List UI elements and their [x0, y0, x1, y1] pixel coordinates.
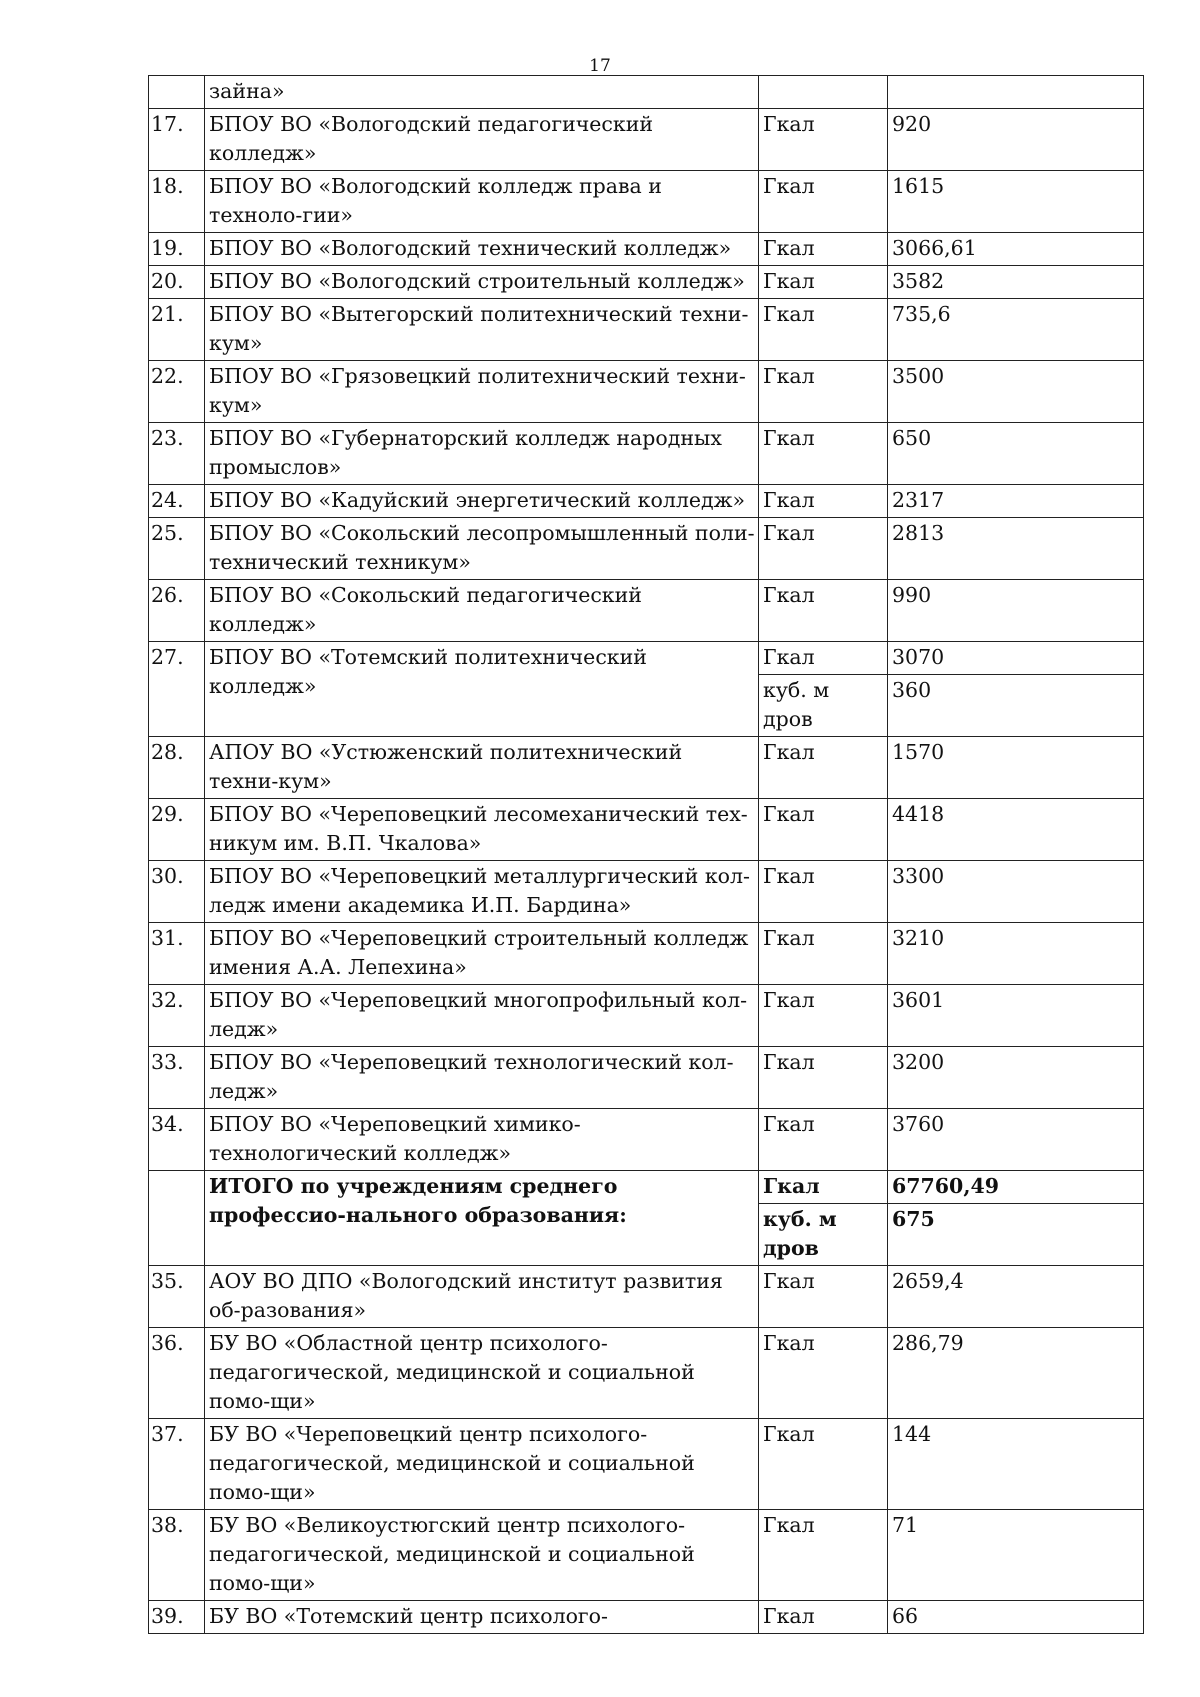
institution-name: БПОУ ВО «Кадуйский энергетический колледж» — [205, 485, 759, 518]
row-number — [149, 1171, 205, 1266]
institution-name: БПОУ ВО «Губернаторский колледж народных промыслов» — [205, 423, 759, 485]
institution-name: БПОУ ВО «Вытегорский политехнический техни-кум» — [205, 299, 759, 361]
row-number: 17. — [149, 109, 205, 171]
row-number: 33. — [149, 1047, 205, 1109]
institution-name: БУ ВО «Тотемский центр психолого- — [205, 1601, 759, 1634]
institution-name: АОУ ВО ДПО «Вологодский институт развития об-разования» — [205, 1266, 759, 1328]
unit-cell: куб. м дров — [759, 1204, 888, 1266]
total-row — [149, 1171, 1144, 1204]
table-row — [149, 1510, 1144, 1601]
institution-name: БПОУ ВО «Тотемский политехнический колледж» — [205, 642, 759, 737]
table-row — [149, 171, 1144, 233]
institution-name: БУ ВО «Череповецкий центр психолого-педагогической, медицинской и социальной помо-щи» — [205, 1419, 759, 1510]
value-cell: 2659,4 — [888, 1266, 1144, 1328]
table-row — [149, 580, 1144, 642]
unit-cell: Гкал — [759, 861, 888, 923]
table-row — [149, 923, 1144, 985]
institution-name: БПОУ ВО «Череповецкий лесомеханический тех-никум им. В.П. Чкалова» — [205, 799, 759, 861]
row-number: 38. — [149, 1510, 205, 1601]
row-number: 37. — [149, 1419, 205, 1510]
row-number: 39. — [149, 1601, 205, 1634]
institution-name: БПОУ ВО «Вологодский строительный колледж» — [205, 266, 759, 299]
unit-cell: Гкал — [759, 985, 888, 1047]
value-cell: 3200 — [888, 1047, 1144, 1109]
row-number: 31. — [149, 923, 205, 985]
institution-name: БПОУ ВО «Вологодский колледж права и техноло-гии» — [205, 171, 759, 233]
table-row — [149, 361, 1144, 423]
table-row — [149, 485, 1144, 518]
row-number: 36. — [149, 1328, 205, 1419]
institution-name: БПОУ ВО «Череповецкий химико-технологический колледж» — [205, 1109, 759, 1171]
value-cell: 3070 — [888, 642, 1144, 675]
value-cell: 3760 — [888, 1109, 1144, 1171]
row-number: 29. — [149, 799, 205, 861]
unit-cell: Гкал — [759, 923, 888, 985]
table-row — [149, 1047, 1144, 1109]
table-row — [149, 737, 1144, 799]
row-number: 21. — [149, 299, 205, 361]
unit-cell: Гкал — [759, 518, 888, 580]
institution-name: БПОУ ВО «Череповецкий многопрофильный кол-ледж» — [205, 985, 759, 1047]
unit-cell: Гкал — [759, 171, 888, 233]
value-cell: 990 — [888, 580, 1144, 642]
value-cell: 920 — [888, 109, 1144, 171]
value-cell: 3500 — [888, 361, 1144, 423]
row-number: 22. — [149, 361, 205, 423]
institution-name: БУ ВО «Великоустюгский центр психолого-педагогической, медицинской и социальной помо-щи» — [205, 1510, 759, 1601]
value-cell: 2813 — [888, 518, 1144, 580]
row-number: 23. — [149, 423, 205, 485]
row-number — [149, 76, 205, 109]
unit-cell: Гкал — [759, 423, 888, 485]
unit-cell: Гкал — [759, 266, 888, 299]
unit-cell: Гкал — [759, 1419, 888, 1510]
institution-name: БПОУ ВО «Череповецкий технологический кол-ледж» — [205, 1047, 759, 1109]
table-row — [149, 1109, 1144, 1171]
unit-cell: Гкал — [759, 361, 888, 423]
unit-cell: Гкал — [759, 642, 888, 675]
value-cell: 3601 — [888, 985, 1144, 1047]
value-cell: 3066,61 — [888, 233, 1144, 266]
institution-name: БПОУ ВО «Вологодский педагогический колледж» — [205, 109, 759, 171]
unit-cell: Гкал — [759, 233, 888, 266]
table-row — [149, 642, 1144, 675]
row-number: 34. — [149, 1109, 205, 1171]
table-row — [149, 518, 1144, 580]
table-row — [149, 985, 1144, 1047]
row-number: 20. — [149, 266, 205, 299]
institution-name: БПОУ ВО «Череповецкий металлургический кол-ледж имени академика И.П. Бардина» — [205, 861, 759, 923]
row-number: 30. — [149, 861, 205, 923]
table-row — [149, 1419, 1144, 1510]
institution-name: БПОУ ВО «Череповецкий строительный колледж имения А.А. Лепехина» — [205, 923, 759, 985]
value-cell: 1570 — [888, 737, 1144, 799]
row-number: 28. — [149, 737, 205, 799]
row-number: 19. — [149, 233, 205, 266]
value-cell: 3210 — [888, 923, 1144, 985]
row-number: 32. — [149, 985, 205, 1047]
unit-cell: Гкал — [759, 1266, 888, 1328]
value-cell: 4418 — [888, 799, 1144, 861]
table-row — [149, 233, 1144, 266]
institution-name: ИТОГО по учреждениям среднего профессио-нального образования: — [205, 1171, 759, 1266]
unit-cell: Гкал — [759, 1601, 888, 1634]
value-cell: 650 — [888, 423, 1144, 485]
unit-cell: Гкал — [759, 485, 888, 518]
value-cell: 67760,49 — [888, 1171, 1144, 1204]
table-row — [149, 1266, 1144, 1328]
unit-cell: Гкал — [759, 1510, 888, 1601]
value-cell: 3582 — [888, 266, 1144, 299]
row-number: 18. — [149, 171, 205, 233]
row-number: 24. — [149, 485, 205, 518]
table-row — [149, 861, 1144, 923]
value-cell: 3300 — [888, 861, 1144, 923]
institution-name: БПОУ ВО «Вологодский технический колледж» — [205, 233, 759, 266]
value-cell: 1615 — [888, 171, 1144, 233]
table-row — [149, 109, 1144, 171]
value-cell: 735,6 — [888, 299, 1144, 361]
unit-cell: Гкал — [759, 1328, 888, 1419]
unit-cell: Гкал — [759, 580, 888, 642]
table-row — [149, 1601, 1144, 1634]
value-cell: 2317 — [888, 485, 1144, 518]
unit-cell: Гкал — [759, 799, 888, 861]
unit-cell: Гкал — [759, 109, 888, 171]
row-number: 25. — [149, 518, 205, 580]
value-cell — [888, 76, 1144, 109]
table-row — [149, 423, 1144, 485]
value-cell: 360 — [888, 675, 1144, 737]
row-number: 26. — [149, 580, 205, 642]
unit-cell: Гкал — [759, 1047, 888, 1109]
institution-name: БУ ВО «Областной центр психолого-педагогической, медицинской и социальной помо-щи» — [205, 1328, 759, 1419]
table-row — [149, 799, 1144, 861]
value-cell: 144 — [888, 1419, 1144, 1510]
unit-cell — [759, 76, 888, 109]
value-cell: 286,79 — [888, 1328, 1144, 1419]
value-cell: 71 — [888, 1510, 1144, 1601]
unit-cell: куб. м дров — [759, 675, 888, 737]
unit-cell: Гкал — [759, 1109, 888, 1171]
institution-name: АПОУ ВО «Устюженский политехнический техни-кум» — [205, 737, 759, 799]
unit-cell: Гкал — [759, 299, 888, 361]
value-cell: 66 — [888, 1601, 1144, 1634]
table-row — [149, 299, 1144, 361]
table-row — [149, 76, 1144, 109]
institution-name: БПОУ ВО «Грязовецкий политехнический техни-кум» — [205, 361, 759, 423]
value-cell: 675 — [888, 1204, 1144, 1266]
institution-name: БПОУ ВО «Сокольский лесопромышленный поли-технический техникум» — [205, 518, 759, 580]
table-body — [149, 76, 1144, 1634]
unit-cell: Гкал — [759, 1171, 888, 1204]
row-number: 35. — [149, 1266, 205, 1328]
page-number: 17 — [589, 56, 611, 76]
unit-cell: Гкал — [759, 737, 888, 799]
row-number: 27. — [149, 642, 205, 737]
table-row — [149, 1328, 1144, 1419]
consumption-table — [148, 75, 1144, 1634]
institution-name: БПОУ ВО «Сокольский педагогический колледж» — [205, 580, 759, 642]
table-row — [149, 266, 1144, 299]
institution-name: зайна» — [205, 76, 759, 109]
